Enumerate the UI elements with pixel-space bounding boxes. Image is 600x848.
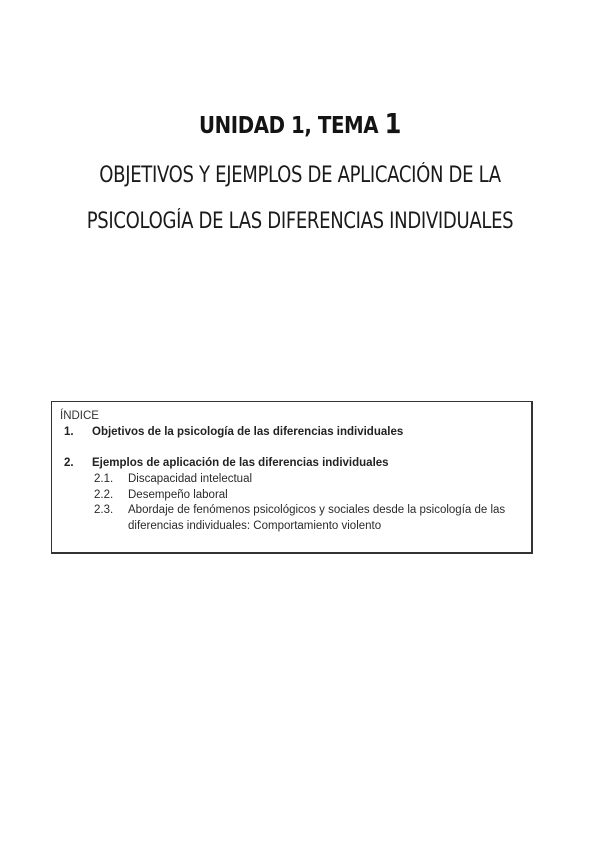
index-subitem-number: 2.3. bbox=[94, 504, 114, 516]
index-item-number: 1. bbox=[64, 426, 74, 438]
topic-title-line-1: OBJETIVOS Y EJEMPLOS DE APLICACIÓN DE LA bbox=[99, 163, 501, 188]
index-item-1 bbox=[64, 426, 403, 438]
unit-number: 1 bbox=[384, 107, 401, 140]
index-item-number: 2. bbox=[64, 457, 74, 469]
index-subitem-number: 2.2. bbox=[94, 489, 114, 501]
index-label: ÍNDICE bbox=[60, 410, 99, 422]
index-subitem-2-2 bbox=[94, 487, 523, 503]
unit-label: UNIDAD 1, TEMA bbox=[199, 113, 379, 139]
index-subitem-number: 2.1. bbox=[94, 473, 114, 485]
index-subitem-2-1 bbox=[94, 471, 523, 487]
index-subitem-text: Discapacidad intelectual bbox=[128, 473, 253, 485]
index-subitem-text: Abordaje de fenómenos psicológicos y sociales desde la psicología de las diferencias individuales: Comportamiento violento bbox=[128, 504, 506, 532]
index-item-text: Objetivos de la psicología de las diferencias individuales bbox=[92, 426, 404, 438]
document-heading bbox=[0, 104, 600, 245]
topic-title-line-2: PSICOLOGÍA DE LAS DIFERENCIAS INDIVIDUALES bbox=[86, 209, 514, 234]
unit-title bbox=[42, 104, 558, 146]
index-item-2 bbox=[64, 457, 389, 469]
index-item-text: Ejemplos de aplicación de las diferencias individuales bbox=[92, 457, 389, 469]
index-subitem-text: Desempeño laboral bbox=[128, 489, 228, 501]
table-of-contents bbox=[51, 401, 533, 554]
index-subitem-2-3 bbox=[94, 502, 523, 534]
